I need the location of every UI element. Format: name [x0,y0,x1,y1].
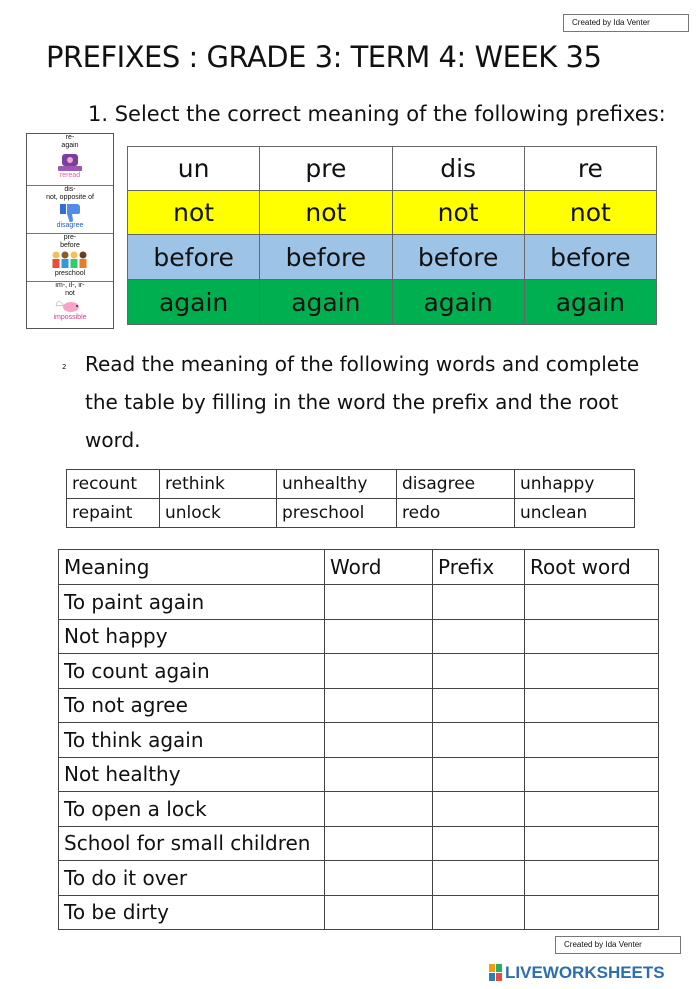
table-row [59,654,659,689]
prefix-answer-input[interactable] [433,654,525,689]
prefix-key-panel [26,133,114,329]
word-answer-input[interactable] [325,826,433,861]
question-1-text: 1. Select the correct meaning of the following prefixes: [88,102,666,126]
word-bank-item: preschool [277,499,397,528]
prefix-answer-input[interactable] [433,895,525,930]
liveworksheets-logo-icon [489,964,503,982]
key-example: impossible [53,314,87,321]
grid-option-not[interactable]: not [260,191,392,235]
grid-option-again[interactable]: again [260,280,392,325]
root-word-answer-input[interactable] [525,723,659,758]
grid-option-before[interactable]: before [524,235,656,280]
word-bank-item: redo [397,499,515,528]
meaning-cell: To think again [59,723,325,758]
meaning-cell: To do it over [59,861,325,896]
table-row [59,619,659,654]
liveworksheets-logo [489,962,665,984]
word-bank-item: unclean [515,499,635,528]
table-row [59,688,659,723]
grid-cell-prefix[interactable]: re [524,147,656,191]
table-row [59,585,659,620]
meaning-cell: Not healthy [59,757,325,792]
prefix-answer-input[interactable] [433,619,525,654]
key-meaning: again [61,142,79,149]
page-title: PREFIXES : GRADE 3: TERM 4: WEEK 35 [46,40,602,74]
header-prefix: Prefix [433,550,525,585]
table-row [59,792,659,827]
table-row [59,757,659,792]
root-word-answer-input[interactable] [525,654,659,689]
root-word-answer-input[interactable] [525,826,659,861]
question-2-number: 2 [62,363,67,371]
grid-option-before[interactable]: before [392,235,524,280]
meaning-cell: To count again [59,654,325,689]
root-word-answer-input[interactable] [525,895,659,930]
word-answer-input[interactable] [325,619,433,654]
root-word-answer-input[interactable] [525,861,659,896]
word-bank-item: rethink [160,470,277,499]
word-bank-item: disagree [397,470,515,499]
children-icon [50,250,90,270]
key-prefix: pre- [63,234,77,241]
word-answer-input[interactable] [325,585,433,620]
key-cell-re [27,134,113,186]
word-answer-input[interactable] [325,654,433,689]
word-answer-input[interactable] [325,792,433,827]
prefix-answer-input[interactable] [433,688,525,723]
key-example: disagree [56,222,84,229]
word-answer-input[interactable] [325,688,433,723]
root-word-answer-input[interactable] [525,619,659,654]
word-answer-input[interactable] [325,723,433,758]
grid-option-again[interactable]: again [392,280,524,325]
grid-row-prefixes [128,147,657,191]
prefix-answer-input[interactable] [433,792,525,827]
root-word-answer-input[interactable] [525,792,659,827]
prefix-meaning-grid [127,146,657,325]
prefix-answer-input[interactable] [433,757,525,792]
meaning-cell: To paint again [59,585,325,620]
thumbs-down-icon [57,202,83,222]
key-meaning: not [65,290,75,297]
liveworksheets-logo-text: LIVEWORKSHEETS [505,963,665,982]
grid-option-not[interactable]: not [524,191,656,235]
answer-table [58,549,659,930]
grid-option-again[interactable]: again [524,280,656,325]
key-prefix: dis- [64,186,76,193]
word-answer-input[interactable] [325,861,433,896]
word-bank-item: recount [67,470,160,499]
question-2-text: Read the meaning of the following words and complete the table by filling in the word the prefix and the root word. [85,352,640,452]
key-meaning: not, opposite of [46,194,94,201]
key-meaning: before [60,242,80,249]
table-row [59,723,659,758]
prefix-answer-input[interactable] [433,826,525,861]
pig-icon [55,150,85,172]
meaning-cell: School for small children [59,826,325,861]
credit-label-top: Created by Ida Venter [563,14,689,32]
word-bank-row [67,470,635,499]
grid-option-not[interactable]: not [392,191,524,235]
word-answer-input[interactable] [325,757,433,792]
table-row [59,826,659,861]
grid-row-again [128,280,657,325]
grid-option-again[interactable]: again [128,280,260,325]
grid-cell-prefix[interactable]: un [128,147,260,191]
table-row [59,895,659,930]
word-bank-item: unhappy [515,470,635,499]
answer-table-header [59,550,659,585]
grid-option-not[interactable]: not [128,191,260,235]
table-row [59,861,659,896]
meaning-cell: Not happy [59,619,325,654]
key-cell-pre [27,234,113,282]
root-word-answer-input[interactable] [525,688,659,723]
word-bank-row [67,499,635,528]
grid-cell-prefix[interactable]: pre [260,147,392,191]
key-example: preschool [54,270,86,277]
grid-cell-prefix[interactable]: dis [392,147,524,191]
grid-option-before[interactable]: before [128,235,260,280]
key-example: reread [59,172,81,179]
root-word-answer-input[interactable] [525,585,659,620]
grid-option-before[interactable]: before [260,235,392,280]
pig-wings-icon [55,298,85,314]
key-prefix: im-, il-, ir- [55,282,85,289]
prefix-answer-input[interactable] [433,723,525,758]
header-root-word: Root word [525,550,659,585]
key-prefix: re- [65,134,75,141]
key-cell-dis [27,186,113,234]
prefix-answer-input[interactable] [433,861,525,896]
meaning-cell: To be dirty [59,895,325,930]
credit-label-bottom: Created by Ida Venter [555,936,681,954]
header-word: Word [325,550,433,585]
word-bank-item: repaint [67,499,160,528]
key-cell-im [27,282,113,328]
word-answer-input[interactable] [325,895,433,930]
meaning-cell: To not agree [59,688,325,723]
grid-row-before [128,235,657,280]
word-bank-item: unhealthy [277,470,397,499]
prefix-answer-input[interactable] [433,585,525,620]
word-bank-item: unlock [160,499,277,528]
word-bank [66,469,635,528]
root-word-answer-input[interactable] [525,757,659,792]
grid-row-not [128,191,657,235]
meaning-cell: To open a lock [59,792,325,827]
header-meaning: Meaning [59,550,325,585]
